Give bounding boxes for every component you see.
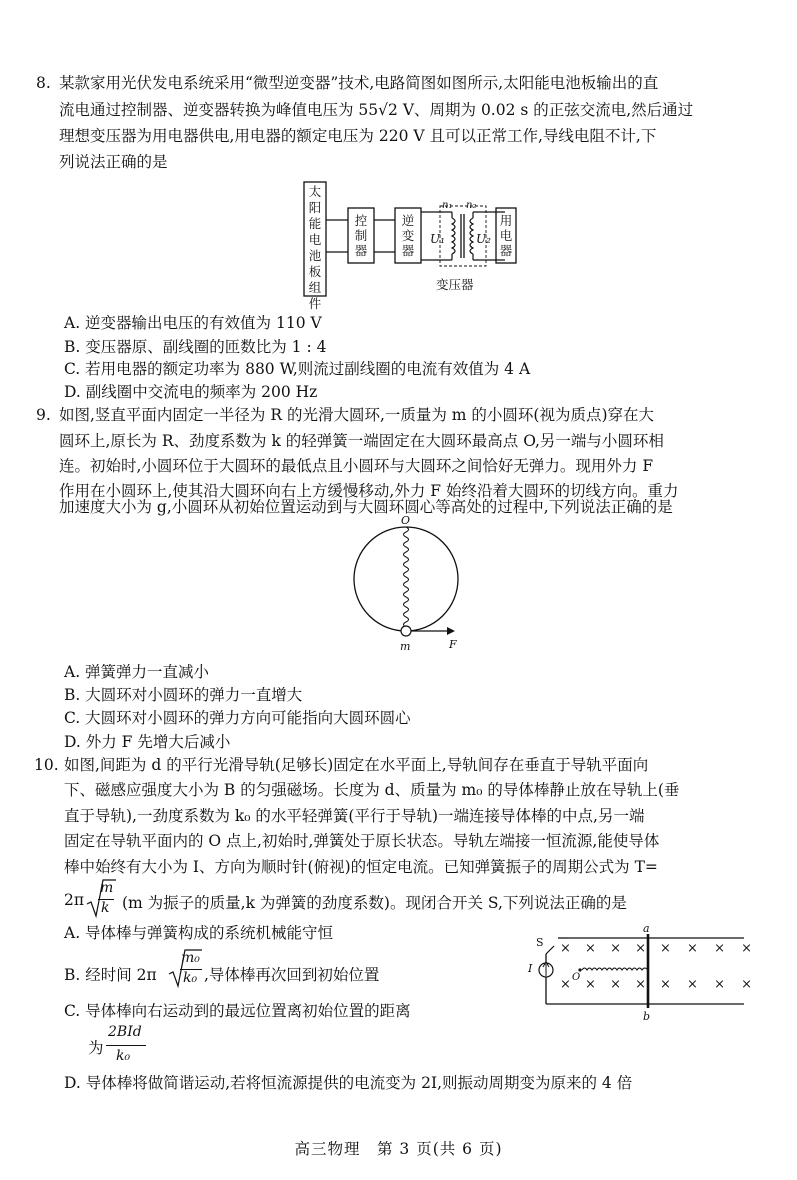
q10-rail-figure xyxy=(522,922,753,1024)
q8-option-b: B. 变压器原、副线圈的匝数比为 1 : 4 xyxy=(64,338,327,356)
q8-stem-line-3: 理想变压器为用电器供电,用电器的额定电压为 220 V 且可以正常工作,导线电阻不计,下 xyxy=(59,127,657,145)
q10-stem-line-3: 直于导轨),一劲度系数为 k₀ 的水平轻弹簧(平行于导轨)一端连接导体棒的中点,另一端 xyxy=(64,807,645,825)
q10-stem-line-5: 棒中始终有大小为 I、方向为顺时针(俯视)的恒定电流。已知弹簧振子的周期公式为 T= xyxy=(64,858,658,876)
transformer-caption: 变压器 xyxy=(436,277,474,292)
q10-option-b-numerator: m₀ xyxy=(181,950,200,966)
formula-2pi: 2π xyxy=(64,891,85,909)
q10-option-b-prefix: B. 经时间 2π xyxy=(64,966,157,984)
field-marks-row-1-left: × × × × xyxy=(560,941,647,956)
q9-option-d: D. 外力 F 先增大后减小 xyxy=(64,733,231,751)
q10-option-d: D. 导体棒将做简谐运动,若将恒流源提供的电流变为 2I,则振动周期变为原来的 4 倍 xyxy=(64,1074,633,1092)
q8-number: 8. xyxy=(36,74,51,92)
anchor-o-label: O xyxy=(572,972,581,983)
q9-stem-line-5: 加速度大小为 g,小圆环从初始位置运动到与大圆环圆心等高处的过程中,下列说法正确的是 xyxy=(59,498,673,516)
q10-option-c-denominator: k₀ xyxy=(116,1048,131,1064)
switch-label: S xyxy=(536,936,544,949)
q9-force-label: F xyxy=(449,638,457,651)
q8-option-c: C. 若用电器的额定功率为 880 W,则流过副线圈的电流有效值为 4 A xyxy=(64,360,531,378)
field-marks-row-2-left: × × × × xyxy=(560,977,647,992)
q9-mass-label: m xyxy=(400,640,411,653)
solar-panel-label: 太阳能电池板组件 xyxy=(308,184,322,311)
q10-stem-line-2: 下、磁感应强度大小为 B 的匀强磁场。长度为 d、质量为 m₀ 的导体棒静止放在导轨上(垂 xyxy=(64,781,680,799)
appliance-label: 用电器 xyxy=(499,213,513,258)
u2-label: U₂ xyxy=(476,232,491,246)
q9-option-b: B. 大圆环对小圆环的弹力一直增大 xyxy=(64,686,303,704)
q10-option-c-line-2 xyxy=(88,1024,168,1070)
q10-option-b-denominator: k₀ xyxy=(183,970,198,986)
q9-option-c: C. 大圆环对小圆环的弹力方向可能指向大圆环圆心 xyxy=(64,709,411,727)
rod-end-b-label: b xyxy=(643,1010,651,1023)
q10-period-formula-line xyxy=(64,878,764,922)
q10-option-b-rest: ,导体棒再次回到初始位置 xyxy=(204,966,380,984)
q10-stem-line-4: 固定在导轨平面内的 O 点上,初始时,弹簧处于原长状态。导轨左端接一恒流源,能使导体 xyxy=(64,832,660,850)
q9-ring-figure xyxy=(345,514,470,654)
q9-stem-line-1: 如图,竖直平面内固定一半径为 R 的光滑大圆环,一质量为 m 的小圆环(视为质点)穿在大 xyxy=(59,406,655,424)
inverter-label: 逆变器 xyxy=(401,213,415,258)
q9-stem-line-4: 作用在小圆环上,使其沿大圆环向右上方缓慢移动,外力 F 始终沿着大圆环的切线方向。重力 xyxy=(59,482,679,500)
formula-numerator: m xyxy=(100,880,114,896)
current-label: I xyxy=(528,962,533,975)
q8-circuit-figure xyxy=(300,180,530,311)
q10-option-c-line-1: C. 导体棒向右运动到的最远位置离初始位置的距离 xyxy=(64,1002,411,1020)
q9-point-o-label: O xyxy=(401,514,411,527)
q10-option-b xyxy=(64,946,534,990)
q8-option-a: A. 逆变器输出电压的有效值为 110 V xyxy=(64,314,322,332)
u1-label: U₁ xyxy=(430,232,445,246)
q8-stem-line-1: 某款家用光伏发电系统采用“微型逆变器”技术,电路简图如图所示,太阳能电池板输出的直 xyxy=(59,74,659,92)
q10-number: 10. xyxy=(34,756,59,774)
q8-stem-line-4: 列说法正确的是 xyxy=(59,153,168,171)
n1-label: n₁ xyxy=(442,200,453,211)
controller-label: 控制器 xyxy=(354,213,368,258)
formula-description: (m 为振子的质量,k 为弹簧的劲度系数)。现闭合开关 S,下列说法正确的是 xyxy=(122,894,627,912)
q10-option-c-prefix: 为 xyxy=(88,1039,104,1057)
q10-stem-line-1: 如图,间距为 d 的平行光滑导轨(足够长)固定在水平面上,导轨间存在垂直于导轨平面向 xyxy=(64,756,649,774)
page-footer: 高三物理 第 3 页(共 6 页) xyxy=(294,1140,503,1158)
q8-stem-line-2: 流电通过控制器、逆变器转换为峰值电压为 55√2 V、周期为 0.02 s 的正弦交流电,然后通过 xyxy=(59,101,694,119)
formula-denominator: k xyxy=(101,900,110,916)
q10-option-c-numerator: 2BId xyxy=(108,1024,142,1040)
q9-number: 9. xyxy=(36,406,51,424)
q9-stem-line-3: 连。初始时,小圆环位于大圆环的最低点且小圆环与大圆环之间恰好无弹力。现用外力 F xyxy=(59,457,654,475)
field-marks-row-1-right: × × × × xyxy=(660,941,753,956)
rod-end-a-label: a xyxy=(643,922,650,935)
q9-option-a: A. 弹簧弹力一直减小 xyxy=(64,663,210,681)
field-marks-row-2-right: × × × × xyxy=(660,977,753,992)
q8-option-d: D. 副线圈中交流电的频率为 200 Hz xyxy=(64,383,318,401)
n2-label: n₂ xyxy=(466,200,477,211)
q10-option-a: A. 导体棒与弹簧构成的系统机械能守恒 xyxy=(64,924,334,942)
q9-stem-line-2: 圆环上,原长为 R、劲度系数为 k 的轻弹簧一端固定在大圆环最高点 O,另一端与小圆环相 xyxy=(59,432,664,450)
